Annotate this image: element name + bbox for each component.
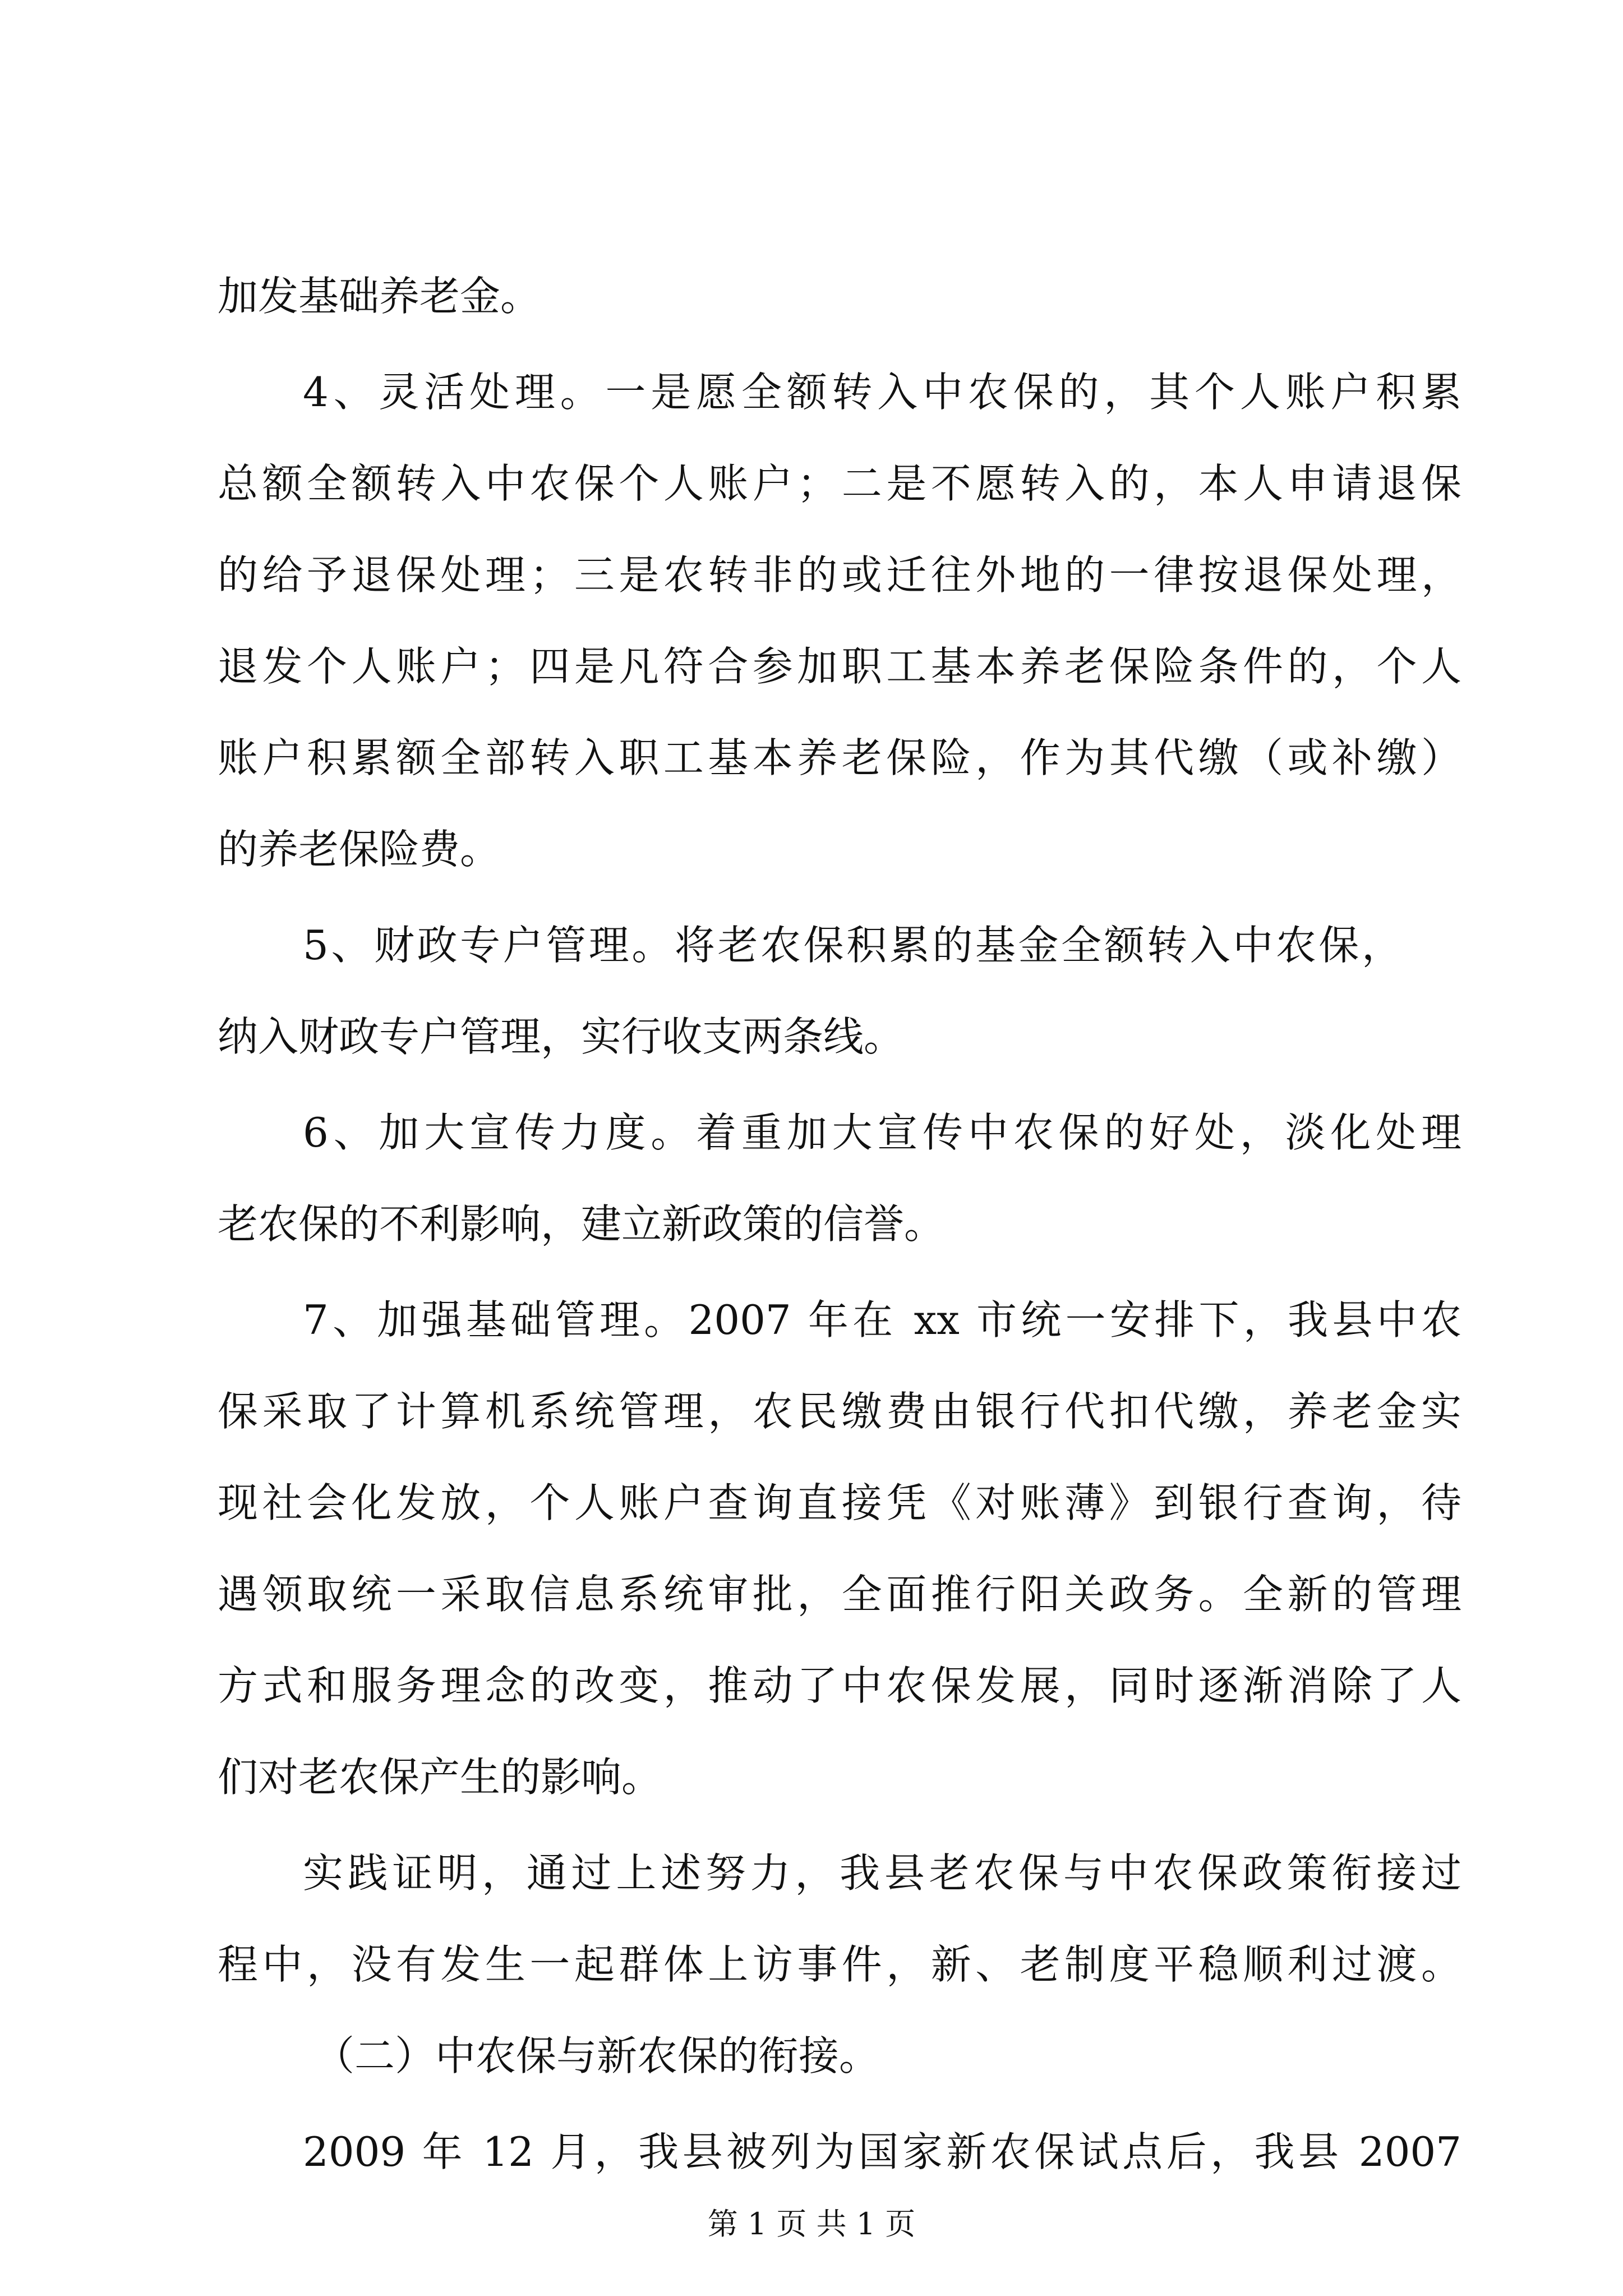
section-heading: （二）中农保与新农保的衔接。 — [314, 2032, 880, 2079]
text-line-13: 保采取了计算机系统管理，农民缴费由银行代扣代缴，养老金实 — [218, 1388, 1461, 1435]
text-line-10: 6、加大宣传力度。着重加大宣传中农保的好处，淡化处理 — [303, 1109, 1461, 1156]
text-line-3: 总额全额转入中农保个人账户；二是不愿转入的，本人申请退保 — [218, 460, 1461, 507]
text-line-4: 的给予退保处理；三是农转非的或迁往外地的一律按退保处理， — [218, 551, 1461, 599]
text-line-5: 退发个人账户；四是凡符合参加职工基本养老保险条件的，个人 — [218, 643, 1461, 690]
text-line-8: 5、财政专户管理。将老农保积累的基金全额转入中农保， — [303, 922, 1402, 969]
text-line-6: 账户积累额全部转入职工基本养老保险，作为其代缴（或补缴） — [218, 734, 1461, 781]
text-line-14: 现社会化发放，个人账户查询直接凭《对账薄》到银行查询，待 — [218, 1479, 1461, 1526]
text-line-15: 遇领取统一采取信息系统审批，全面推行阳关政务。全新的管理 — [218, 1571, 1461, 1618]
text-line-16: 方式和服务理念的改变，推动了中农保发展，同时逐渐消除了人 — [218, 1662, 1461, 1709]
text-line-18: 实践证明，通过上述努力，我县老农保与中农保政策衔接过 — [303, 1849, 1461, 1897]
text-line-11: 老农保的不利影响，建立新政策的信誉。 — [218, 1200, 945, 1248]
text-line-9: 纳入财政专户管理，实行收支两条线。 — [218, 1013, 905, 1060]
text-line-2: 4、灵活处理。一是愿全额转入中农保的，其个人账户积累 — [303, 369, 1461, 416]
text-line-7: 的养老保险费。 — [218, 826, 501, 873]
page-number-footer: 第 1 页 共 1 页 — [707, 2206, 916, 2242]
text-line-19: 程中，没有发生一起群体上访事件，新、老制度平稳顺利过渡。 — [218, 1941, 1461, 1988]
text-line-1: 加发基础养老金。 — [218, 273, 541, 320]
text-line-17: 们对老农保产生的影响。 — [218, 1754, 662, 1801]
text-line-12: 7、加强基础管理。2007 年在 xx 市统一安排下，我县中农 — [303, 1296, 1461, 1343]
text-line-21: 2009 年 12 月，我县被列为国家新农保试点后，我县 2007 — [303, 2128, 1461, 2175]
